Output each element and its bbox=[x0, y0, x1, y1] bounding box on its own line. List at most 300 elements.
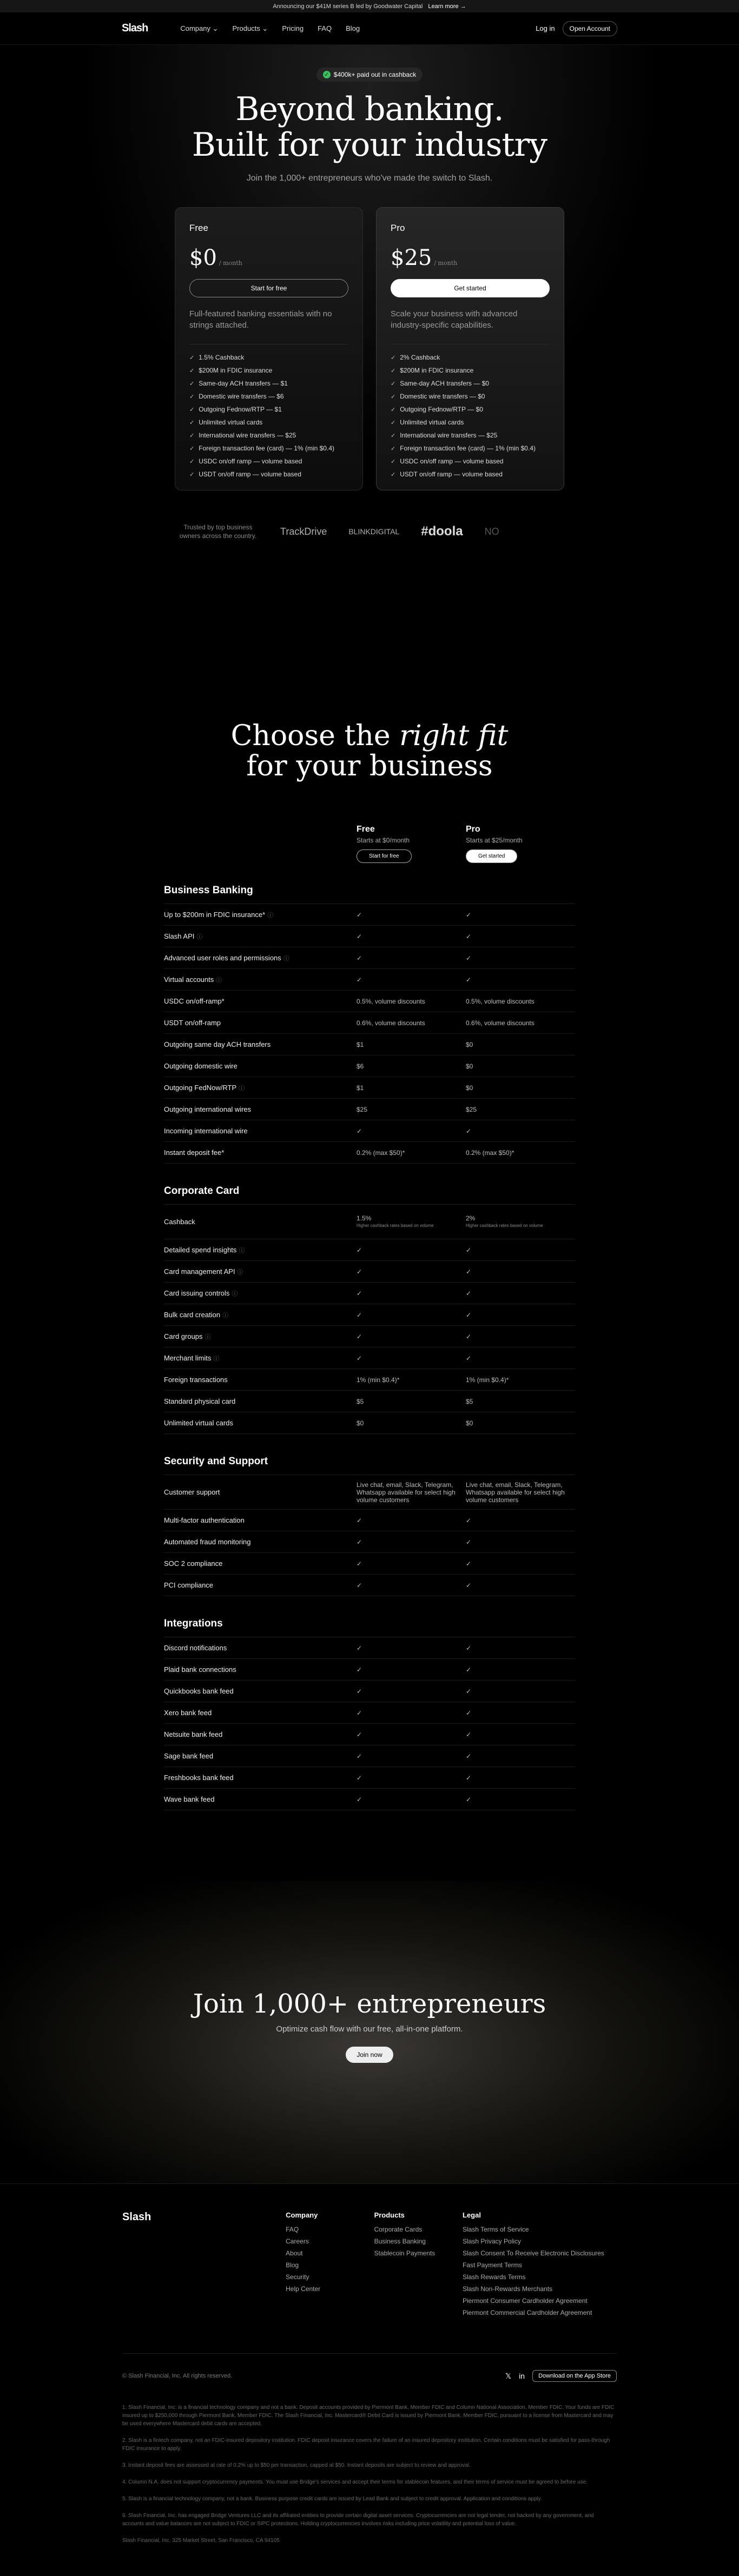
pro-plan-sub: Starts at $25/month bbox=[466, 836, 523, 844]
free-cell: ✓ bbox=[357, 1665, 362, 1674]
footer-legal bbox=[463, 2211, 617, 2321]
free-cell: ✓ bbox=[357, 1774, 362, 1782]
doola-logo: #doola bbox=[421, 524, 463, 539]
info-icon[interactable]: ⓘ bbox=[204, 1333, 211, 1340]
disclaimer-text: 2. Slash is a fintech company, not an FDIC-insured depository institution. FDIC deposit insurance covers the failure of an insured depository institution. Certain conditions must be satisfied for pass-through FDIC insurance to apply. bbox=[122, 2438, 610, 2452]
feature-text: International wire transfers — $25 bbox=[199, 431, 296, 439]
row-label bbox=[164, 1644, 357, 1652]
row-label-text: Bulk card creation bbox=[164, 1310, 221, 1319]
footer-heading: Legal bbox=[462, 2211, 481, 2219]
pro-cell: ✓ bbox=[466, 954, 472, 962]
plan-price bbox=[391, 245, 550, 270]
free-cell: $6 bbox=[357, 1062, 364, 1070]
row-label-text: Up to $200m in FDIC insurance* bbox=[164, 910, 266, 919]
table-row bbox=[164, 1099, 575, 1120]
free-cell bbox=[357, 1214, 466, 1230]
table-row bbox=[164, 1412, 575, 1434]
row-label bbox=[164, 1488, 357, 1496]
table-row bbox=[164, 1283, 575, 1304]
disclaimer-text: 3. Instant deposit fees are assessed at rate of 0.2% up to $50 per transaction, capped at $50. Instant deposits are subject to review and approval. bbox=[122, 2462, 471, 2468]
feature-item bbox=[391, 403, 550, 416]
free-cell: ✓ bbox=[357, 1709, 362, 1717]
compare-title bbox=[0, 721, 739, 781]
disclaimer-text: Slash Financial, Inc. 325 Market Street, San Francisco, CA 94105 bbox=[122, 2538, 280, 2544]
footer-link[interactable]: Business Banking bbox=[374, 2238, 426, 2245]
check-icon: ✓ bbox=[189, 432, 195, 439]
check-icon: ✓ bbox=[189, 406, 195, 413]
free-cell: $1 bbox=[357, 1040, 364, 1048]
row-label-text: Foreign transactions bbox=[164, 1376, 228, 1384]
footer bbox=[0, 2183, 739, 2575]
feature-text: Foreign transaction fee (card) — 1% (min $0.4) bbox=[199, 444, 334, 452]
free-cell: 0.5%, volume discounts bbox=[357, 997, 425, 1005]
table-row bbox=[164, 947, 575, 969]
trusted-text: Trusted by top business owners across the country. bbox=[179, 523, 257, 540]
row-label bbox=[164, 975, 357, 984]
cashback-badge bbox=[316, 68, 423, 82]
feature-text: 1.5% Cashback bbox=[199, 354, 245, 361]
pro-cell: ✓ bbox=[466, 911, 472, 919]
trackdrive-logo: TrackDrive bbox=[280, 526, 327, 537]
check-icon: ✓ bbox=[189, 445, 195, 452]
pro-cell: $0 bbox=[466, 1040, 473, 1048]
section-title: Business Banking bbox=[164, 882, 575, 904]
row-label bbox=[164, 1354, 357, 1363]
footer-link[interactable]: Help Center bbox=[286, 2285, 321, 2293]
feature-text: 2% Cashback bbox=[400, 354, 440, 361]
free-cell: ✓ bbox=[357, 954, 362, 962]
free-cell: 0.6%, volume discounts bbox=[357, 1019, 425, 1027]
disclaimer-text: 1. Slash Financial, Inc. is a financial technology company and not a bank. Deposit accounts provided by Piermont Bank, Member FDIC and Column National Association, Member FDIC. Your funds are FDIC insured up to $250,000 through Piermont Bank, Member FDIC. The Slash Financial, Inc. Mastercard® Debit Card is issued by Piermont Bank, Member FDIC, pursuant to a license from Mastercard and may be used everywhere Mastercard debit cards are accepted. bbox=[122, 2405, 615, 2427]
pro-cell: ✓ bbox=[466, 1311, 472, 1319]
free-cell: ✓ bbox=[357, 1332, 362, 1340]
feature-item bbox=[391, 468, 550, 481]
footer-company bbox=[286, 2211, 374, 2321]
row-label bbox=[164, 1267, 357, 1276]
nav-blog[interactable]: Blog bbox=[346, 24, 360, 32]
free-cell: $25 bbox=[357, 1105, 368, 1113]
row-label bbox=[164, 1397, 357, 1405]
check-icon: ✓ bbox=[391, 406, 396, 413]
pro-cell: ✓ bbox=[466, 1246, 472, 1254]
feature-text: USDT on/off ramp — volume based bbox=[199, 470, 301, 478]
start-free-button[interactable]: Start for free bbox=[357, 849, 412, 863]
cell-note: Higher cashback rates based on volume bbox=[466, 1223, 543, 1228]
table-row bbox=[164, 1789, 575, 1810]
feature-item bbox=[189, 377, 348, 390]
row-label bbox=[164, 1687, 357, 1695]
pro-cell: ✓ bbox=[466, 1516, 472, 1524]
free-cell: ✓ bbox=[357, 1516, 362, 1524]
row-label bbox=[164, 1709, 357, 1717]
row-label-text: Discord notifications bbox=[164, 1644, 227, 1652]
check-icon: ✓ bbox=[391, 380, 396, 387]
info-icon[interactable]: ⓘ bbox=[196, 933, 203, 940]
feature-list bbox=[189, 344, 348, 481]
table-row bbox=[164, 1391, 575, 1412]
cta-section bbox=[0, 1881, 739, 2183]
table-row bbox=[164, 904, 575, 926]
feature-item bbox=[391, 416, 550, 429]
hero-subtitle: Join the 1,000+ entrepreneurs who've made the switch to Slash. bbox=[246, 174, 493, 183]
row-label bbox=[164, 1105, 357, 1113]
row-label bbox=[164, 1516, 357, 1524]
free-cell: ✓ bbox=[357, 1538, 362, 1546]
pro-cell: ✓ bbox=[466, 1709, 472, 1717]
table-row bbox=[164, 1724, 575, 1745]
footer-link[interactable]: About bbox=[286, 2249, 303, 2257]
nav-faq[interactable]: FAQ bbox=[318, 24, 332, 32]
get-started-button[interactable]: Get started bbox=[466, 849, 517, 863]
plan-card-pro bbox=[376, 207, 564, 490]
footer-link[interactable]: Fast Payment Terms bbox=[462, 2261, 522, 2269]
check-icon: ✓ bbox=[391, 393, 396, 400]
feature-text: Outgoing Fednow/RTP — $0 bbox=[400, 406, 483, 413]
info-icon[interactable]: ⓘ bbox=[239, 1085, 245, 1092]
row-label bbox=[164, 1246, 357, 1254]
pro-cell: ✓ bbox=[466, 1774, 472, 1782]
plan-price bbox=[189, 245, 348, 270]
info-icon[interactable]: ⓘ bbox=[239, 1247, 245, 1254]
free-cell: ✓ bbox=[357, 1127, 362, 1135]
free-plan-sub: Starts at $0/month bbox=[357, 836, 410, 844]
plan-price-value: $25 bbox=[391, 245, 432, 270]
footer-link[interactable]: Piermont Commercial Cardholder Agreement bbox=[462, 2309, 592, 2316]
row-label-text: Unlimited virtual cards bbox=[164, 1419, 233, 1427]
footer-link[interactable]: Slash Privacy Policy bbox=[462, 2238, 522, 2245]
join-now-button[interactable]: Join now bbox=[346, 2047, 393, 2063]
compare-title-c: for your business bbox=[246, 750, 493, 782]
free-cell: ✓ bbox=[357, 1795, 362, 1803]
row-label bbox=[164, 1795, 357, 1803]
free-cell: ✓ bbox=[357, 932, 362, 940]
feature-text: USDT on/off ramp — volume based bbox=[400, 470, 503, 478]
table-row bbox=[164, 991, 575, 1012]
feature-item bbox=[391, 351, 550, 364]
footer-logo[interactable]: Slash bbox=[122, 2211, 151, 2223]
pro-cell: 1% (min $0.4)* bbox=[466, 1376, 509, 1384]
table-row bbox=[164, 1745, 575, 1767]
pro-cell: ✓ bbox=[466, 1289, 472, 1297]
table-row bbox=[164, 1077, 575, 1099]
free-cell: ✓ bbox=[357, 911, 362, 919]
feature-item bbox=[189, 403, 348, 416]
table-row bbox=[164, 1510, 575, 1531]
announcement-text: Announcing our $41M series B led by Goodwater Capital bbox=[273, 3, 423, 10]
badge-text: $400k+ paid out in cashback bbox=[333, 71, 417, 78]
row-label bbox=[164, 1127, 357, 1135]
feature-item bbox=[189, 416, 348, 429]
table-row bbox=[164, 1205, 575, 1239]
footer-link[interactable]: Slash Rewards Terms bbox=[462, 2273, 526, 2281]
check-icon: ✓ bbox=[189, 471, 195, 478]
learn-more-link[interactable]: Learn more → bbox=[428, 3, 466, 10]
table-row bbox=[164, 1369, 575, 1391]
feature-item bbox=[189, 429, 348, 442]
plan-price-value: $0 bbox=[189, 245, 217, 270]
pro-cell: ✓ bbox=[466, 1752, 472, 1760]
cta-subtitle: Optimize cash flow with our free, all-in-one platform. bbox=[276, 2024, 463, 2034]
info-icon[interactable]: ⓘ bbox=[213, 1355, 220, 1362]
row-label-text: Netsuite bank feed bbox=[164, 1730, 223, 1738]
feature-text: Domestic wire transfers — $0 bbox=[400, 393, 485, 400]
feature-item bbox=[391, 442, 550, 455]
row-label-text: Xero bank feed bbox=[164, 1709, 212, 1717]
nav-pricing[interactable]: Pricing bbox=[282, 24, 304, 32]
free-plan-name: Free bbox=[357, 825, 375, 834]
pro-column-header bbox=[466, 825, 575, 863]
row-label bbox=[164, 1419, 357, 1427]
row-label-text: Freshbooks bank feed bbox=[164, 1774, 234, 1782]
feature-item bbox=[391, 429, 550, 442]
check-icon: ✓ bbox=[391, 445, 396, 452]
row-label bbox=[164, 1289, 357, 1298]
row-label-text: Outgoing FedNow/RTP bbox=[164, 1083, 237, 1092]
row-label bbox=[164, 932, 357, 941]
table-row bbox=[164, 1142, 575, 1164]
nav-products[interactable]: Products ⌄ bbox=[232, 24, 268, 32]
footer-products bbox=[374, 2211, 463, 2321]
feature-text: Same-day ACH transfers — $0 bbox=[400, 380, 489, 387]
plan-cta-button[interactable]: Start for free bbox=[189, 279, 348, 297]
row-label-text: Card groups bbox=[164, 1332, 203, 1340]
cta-title: Join 1,000+ entrepreneurs bbox=[193, 1989, 546, 2019]
pro-plan-name: Pro bbox=[466, 825, 480, 834]
info-icon[interactable]: ⓘ bbox=[283, 955, 289, 962]
compare-title-italic: right fit bbox=[399, 720, 509, 752]
row-label bbox=[164, 997, 357, 1005]
row-label-text: Outgoing international wires bbox=[164, 1105, 252, 1113]
table-row bbox=[164, 1055, 575, 1077]
footer-link[interactable]: Slash Consent To Receive Electronic Disclosures bbox=[462, 2249, 604, 2257]
info-icon[interactable]: ⓘ bbox=[222, 1312, 229, 1319]
row-label-text: USDC on/off-ramp* bbox=[164, 997, 225, 1005]
pro-cell: ✓ bbox=[466, 1267, 472, 1276]
plan-description: Full-featured banking essentials with no strings attached. bbox=[189, 309, 332, 330]
pro-cell: $0 bbox=[466, 1084, 473, 1092]
row-label bbox=[164, 1311, 357, 1319]
pro-cell: $25 bbox=[466, 1105, 477, 1113]
free-cell: $0 bbox=[357, 1419, 364, 1427]
free-column-header bbox=[357, 825, 466, 863]
feature-text: Domestic wire transfers — $6 bbox=[199, 393, 284, 400]
pro-cell: Live chat, email, Slack, Telegram, Whatsapp available for select high volume customers bbox=[466, 1480, 565, 1504]
pro-cell: ✓ bbox=[466, 932, 472, 940]
row-label bbox=[164, 1581, 357, 1589]
disclaimers bbox=[122, 2404, 617, 2545]
row-label-text: USDT on/off-ramp bbox=[164, 1019, 221, 1027]
info-icon[interactable]: ⓘ bbox=[232, 1290, 238, 1297]
open-account-button[interactable]: Open Account bbox=[563, 21, 617, 36]
pro-cell: ✓ bbox=[466, 1354, 472, 1362]
row-label-text: Incoming international wire bbox=[164, 1127, 248, 1135]
comparison-header bbox=[164, 825, 575, 863]
feature-item bbox=[391, 455, 550, 468]
row-label bbox=[164, 1752, 357, 1760]
free-cell: ✓ bbox=[357, 1730, 362, 1738]
footer-link[interactable]: Stablecoin Payments bbox=[374, 2249, 436, 2257]
disclaimer-text: 6. Slash Financial, Inc. has engaged Bridge Ventures LLC and its affiliated entities to provide certain digital asset services. Cryptocurrencies are not legal tender, not backed by any government, and accounts and value balances are not subject to FDIC or SIPC protections. Holding cryptocurrencies involves risks including price volatility and potential loss of value. bbox=[122, 2513, 594, 2527]
row-label bbox=[164, 1148, 357, 1157]
row-label-text: Merchant limits bbox=[164, 1353, 212, 1362]
announcement-bar bbox=[0, 0, 739, 12]
row-label-text: Card management API bbox=[164, 1267, 235, 1276]
free-cell: ✓ bbox=[357, 975, 362, 984]
feature-item bbox=[391, 377, 550, 390]
free-cell: ✓ bbox=[357, 1559, 362, 1568]
check-circle-icon: ✓ bbox=[323, 71, 331, 78]
row-label-text: Standard physical card bbox=[164, 1397, 236, 1405]
pro-cell: $0 bbox=[466, 1062, 473, 1070]
pro-cell: $5 bbox=[466, 1397, 473, 1405]
plan-price-period: / month bbox=[434, 260, 458, 267]
feature-item bbox=[189, 442, 348, 455]
row-label-text: Wave bank feed bbox=[164, 1795, 215, 1803]
row-label bbox=[164, 1062, 357, 1070]
hero-title-line1: Beyond banking. bbox=[235, 90, 504, 128]
check-icon: ✓ bbox=[189, 393, 195, 400]
row-label-text: Advanced user roles and permissions bbox=[164, 953, 281, 962]
footer-link[interactable]: Corporate Cards bbox=[374, 2226, 423, 2233]
pro-cell: ✓ bbox=[466, 1687, 472, 1695]
row-label-text: PCI compliance bbox=[164, 1581, 214, 1589]
section-title: Corporate Card bbox=[164, 1183, 575, 1205]
table-row bbox=[164, 1702, 575, 1724]
free-cell: ✓ bbox=[357, 1687, 362, 1695]
cell-note: Higher cashback rates based on volume bbox=[357, 1223, 434, 1228]
row-label bbox=[164, 1774, 357, 1782]
row-label-text: Slash API bbox=[164, 932, 195, 940]
row-label bbox=[164, 1538, 357, 1546]
pro-cell: $0 bbox=[466, 1419, 473, 1427]
footer-link[interactable]: Slash Non-Rewards Merchants bbox=[462, 2285, 553, 2293]
free-cell: ✓ bbox=[357, 1289, 362, 1297]
feature-item bbox=[391, 390, 550, 403]
row-label bbox=[164, 1084, 357, 1092]
info-icon[interactable]: ⓘ bbox=[237, 1269, 243, 1276]
row-label-text: Outgoing domestic wire bbox=[164, 1062, 237, 1070]
info-icon[interactable]: ⓘ bbox=[216, 977, 222, 984]
table-row bbox=[164, 1531, 575, 1553]
check-icon: ✓ bbox=[391, 471, 396, 478]
plan-name: Pro bbox=[391, 223, 405, 233]
login-link[interactable]: Log in bbox=[536, 24, 555, 32]
feature-item bbox=[189, 468, 348, 481]
section-title: Security and Support bbox=[164, 1453, 575, 1475]
copyright: © Slash Financial, Inc. All rights reserved. bbox=[122, 2373, 233, 2379]
pro-cell: ✓ bbox=[466, 1127, 472, 1135]
check-icon: ✓ bbox=[391, 432, 396, 439]
row-label-text: Customer support bbox=[164, 1488, 220, 1496]
footer-link[interactable]: Blog bbox=[286, 2261, 299, 2269]
section-title: Integrations bbox=[164, 1616, 575, 1637]
free-cell: ✓ bbox=[357, 1581, 362, 1589]
free-cell: ✓ bbox=[357, 1246, 362, 1254]
row-label-text: Quickbooks bank feed bbox=[164, 1687, 234, 1695]
row-label bbox=[164, 1730, 357, 1738]
table-row bbox=[164, 1475, 575, 1510]
hero-title-line2: Built for your industry bbox=[192, 126, 547, 164]
comparison-table bbox=[164, 825, 575, 1810]
check-icon: ✓ bbox=[189, 419, 195, 426]
row-label-text: Instant deposit fee* bbox=[164, 1148, 225, 1157]
row-label-text: Outgoing same day ACH transfers bbox=[164, 1040, 271, 1048]
feature-text: $200M in FDIC insurance bbox=[400, 367, 474, 374]
free-cell: $1 bbox=[357, 1084, 364, 1092]
table-row bbox=[164, 1575, 575, 1596]
pricing-cards bbox=[0, 207, 739, 490]
pro-cell: 0.6%, volume discounts bbox=[466, 1019, 535, 1027]
check-icon: ✓ bbox=[189, 380, 195, 387]
compare-title-a: Choose the bbox=[230, 720, 400, 752]
nav-company[interactable]: Company ⌄ bbox=[180, 24, 219, 32]
plan-card-free bbox=[175, 207, 363, 490]
row-label-text: Cashback bbox=[164, 1218, 195, 1226]
free-cell: ✓ bbox=[357, 1311, 362, 1319]
feature-item bbox=[391, 364, 550, 377]
top-nav bbox=[0, 12, 739, 45]
check-icon: ✓ bbox=[391, 354, 396, 361]
footer-link[interactable]: Piermont Consumer Cardholder Agreement bbox=[462, 2297, 588, 2305]
feature-list bbox=[391, 344, 550, 481]
cell-value: 1.5% bbox=[357, 1214, 372, 1222]
footer-link[interactable]: Slash Terms of Service bbox=[462, 2226, 529, 2233]
table-row bbox=[164, 1659, 575, 1681]
row-label-text: Detailed spend insights bbox=[164, 1245, 237, 1254]
pro-cell: ✓ bbox=[466, 1559, 472, 1568]
footer-heading: Company bbox=[286, 2211, 318, 2219]
row-label-text: SOC 2 compliance bbox=[164, 1559, 223, 1568]
pro-cell: ✓ bbox=[466, 1665, 472, 1674]
info-icon[interactable]: ⓘ bbox=[267, 912, 274, 919]
feature-text: Same-day ACH transfers — $1 bbox=[199, 380, 288, 387]
footer-link[interactable]: Security bbox=[286, 2273, 309, 2281]
feature-text: Foreign transaction fee (card) — 1% (min $0.4) bbox=[400, 444, 536, 452]
feature-text: USDC on/off ramp — volume based bbox=[400, 457, 504, 465]
check-icon: ✓ bbox=[189, 354, 195, 361]
linkedin-icon[interactable]: in bbox=[519, 2372, 525, 2380]
table-row bbox=[164, 1261, 575, 1283]
row-label bbox=[164, 954, 357, 962]
x-icon[interactable]: 𝕏 bbox=[505, 2371, 512, 2380]
free-cell: 1% (min $0.4)* bbox=[357, 1376, 400, 1384]
blinkdigital-logo: BLINKDIGITAL bbox=[348, 527, 400, 536]
table-row bbox=[164, 1034, 575, 1055]
table-row bbox=[164, 1304, 575, 1326]
row-label bbox=[164, 1376, 357, 1384]
row-label-text: Sage bank feed bbox=[164, 1752, 214, 1760]
pro-cell: ✓ bbox=[466, 975, 472, 984]
feature-item bbox=[189, 351, 348, 364]
footer-link[interactable]: FAQ bbox=[286, 2226, 299, 2233]
check-icon: ✓ bbox=[391, 419, 396, 426]
plan-cta-button[interactable]: Get started bbox=[391, 279, 550, 297]
feature-text: Outgoing Fednow/RTP — $1 bbox=[199, 406, 282, 413]
pro-cell: ✓ bbox=[466, 1730, 472, 1738]
footer-link[interactable]: Careers bbox=[286, 2238, 309, 2245]
check-icon: ✓ bbox=[391, 367, 396, 374]
table-row bbox=[164, 1120, 575, 1142]
feature-text: Unlimited virtual cards bbox=[400, 419, 464, 426]
plan-name: Free bbox=[189, 223, 208, 233]
check-icon: ✓ bbox=[391, 458, 396, 465]
logo[interactable]: Slash bbox=[122, 22, 148, 34]
app-store-badge[interactable]: Download on the App Store bbox=[532, 2370, 617, 2382]
row-label bbox=[164, 1019, 357, 1027]
free-cell: ✓ bbox=[357, 1644, 362, 1652]
free-cell: $5 bbox=[357, 1397, 364, 1405]
row-label bbox=[164, 1218, 357, 1226]
